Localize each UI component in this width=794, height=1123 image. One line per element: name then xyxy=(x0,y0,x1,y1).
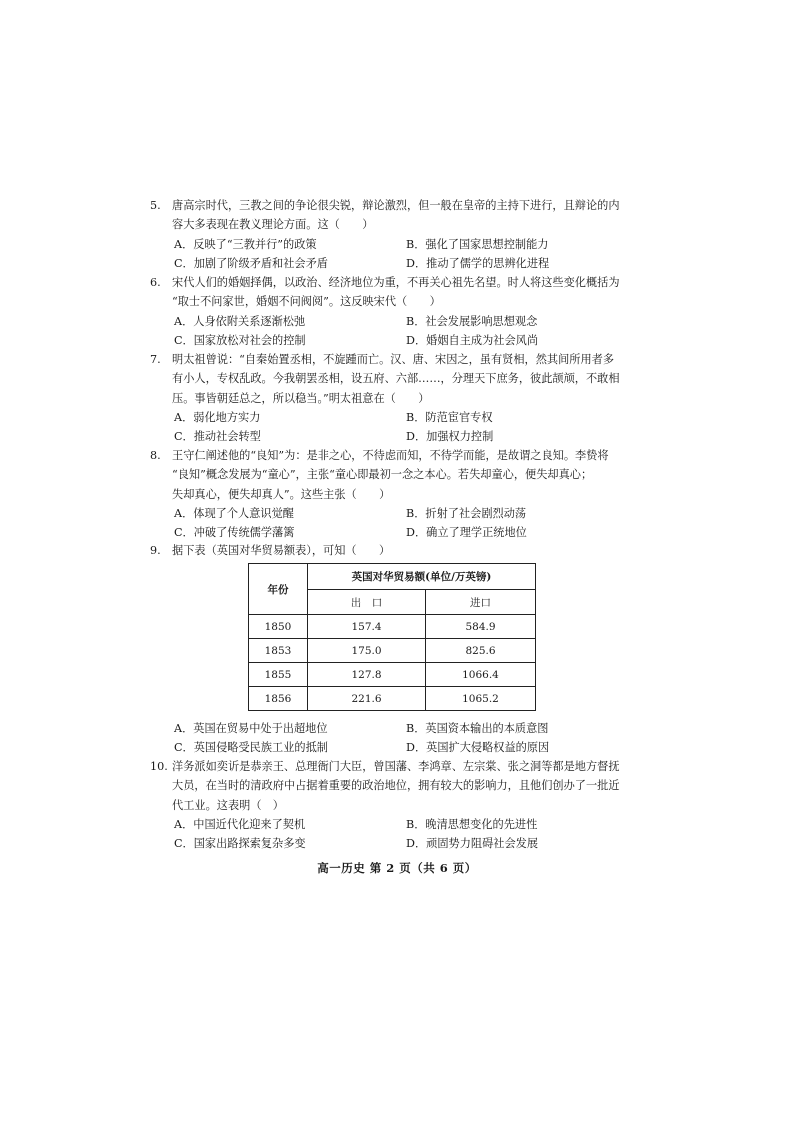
question-number: 7. xyxy=(150,353,161,366)
option-c: C．冲破了传统儒学藩篱 xyxy=(174,526,295,540)
option-d: D．加强权力控制 xyxy=(406,430,494,444)
stem-line: 容大多表现在教义理论方面。这（ ） xyxy=(172,218,374,232)
trade-table xyxy=(248,563,536,711)
question-9 xyxy=(150,541,640,560)
question-6 xyxy=(150,273,640,350)
question-number: 10. xyxy=(150,760,168,773)
export-cell: 175.0 xyxy=(308,639,426,663)
table-row xyxy=(249,615,536,639)
question-stem xyxy=(172,446,640,504)
option-c: C．推动社会转型 xyxy=(174,430,261,444)
year-cell: 1855 xyxy=(249,663,308,687)
options-row xyxy=(172,235,640,254)
option-d: D．确立了理学正统地位 xyxy=(406,526,527,540)
stem-line: 压。事皆朝廷总之，所以稳当。”明太祖意在（ ） xyxy=(172,391,430,405)
options-row xyxy=(172,427,640,446)
question-stem xyxy=(172,541,640,560)
question-5 xyxy=(150,196,640,273)
question-number: 5. xyxy=(150,199,161,212)
import-header: 进口 xyxy=(426,590,536,615)
table-row xyxy=(249,687,536,711)
option-a: A．弱化地方实力 xyxy=(174,410,261,424)
option-b: B．社会发展影响思想观念 xyxy=(406,314,538,328)
option-d: D．婚姻自主成为社会风尚 xyxy=(406,333,539,347)
option-a: A．英国在贸易中处于出超地位 xyxy=(174,722,328,735)
option-b: B．晚清思想变化的先进性 xyxy=(406,817,538,831)
question-stem xyxy=(172,196,640,235)
options-row xyxy=(172,834,640,853)
year-header: 年份 xyxy=(249,564,308,615)
page-footer: 高一历史 第 2 页（共 6 页） xyxy=(317,861,477,875)
question-8 xyxy=(150,446,640,542)
table-row xyxy=(249,663,536,687)
stem-line: “良知”概念发展为“童心”，主张“童心即最初一念之本心。若失却童心，便失却真心； xyxy=(172,468,593,482)
question-7 xyxy=(150,350,640,446)
year-cell: 1853 xyxy=(249,639,308,663)
import-cell: 1066.4 xyxy=(426,663,536,687)
export-cell: 127.8 xyxy=(308,663,426,687)
stem-line: 唐高宗时代，三教之间的争论很尖锐，辩论激烈，但一般在皇帝的主持下进行，且辩论的内 xyxy=(172,199,620,212)
year-cell: 1856 xyxy=(249,687,308,711)
question-stem xyxy=(172,757,640,815)
import-cell: 584.9 xyxy=(426,615,536,639)
export-header: 出 口 xyxy=(308,590,426,615)
option-a: A．人身依附关系逐渐松弛 xyxy=(174,314,306,328)
question-number: 8. xyxy=(150,449,161,462)
stem-line: 王守仁阐述他的“良知”为：是非之心，不待虑而知，不待学而能，是故谓之良知。李贽将 xyxy=(172,449,609,462)
option-b: B．英国资本输出的本质意图 xyxy=(406,722,549,735)
option-d: D．推动了儒学的思辨化进程 xyxy=(406,256,550,270)
option-b: B．折射了社会剧烈动荡 xyxy=(406,506,527,520)
trade-group-header: 英国对华贸易额(单位/万英镑) xyxy=(308,564,536,590)
year-cell: 1850 xyxy=(249,615,308,639)
question-9-options xyxy=(150,719,640,758)
options-row xyxy=(172,331,640,350)
question-10 xyxy=(150,757,640,853)
options-row xyxy=(172,738,640,757)
option-c: C．加剧了阶级矛盾和社会矛盾 xyxy=(174,256,328,270)
option-d: D．顽固势力阻碍社会发展 xyxy=(406,837,539,851)
question-stem xyxy=(172,350,640,408)
option-c: C．英国侵略受民族工业的抵制 xyxy=(174,741,328,755)
option-a: A．中国近代化迎来了契机 xyxy=(174,817,306,831)
export-cell: 157.4 xyxy=(308,615,426,639)
stem-line: 大员，在当时的清政府中占据着重要的政治地位，拥有较大的影响力，且他们创办了一批近 xyxy=(172,779,620,793)
options-row xyxy=(172,254,640,273)
question-stem xyxy=(172,273,640,312)
options-row xyxy=(172,815,640,834)
stem-line: 失却真心，便失却真人”。这些主张（ ） xyxy=(172,487,391,501)
options-row xyxy=(172,312,640,331)
stem-line: 宋代人们的婚姻择偶，以政治、经济地位为重，不再关心祖先名望。时人将这些变化概括为 xyxy=(172,276,620,289)
options-row xyxy=(172,523,640,542)
option-d: D．英国扩大侵略权益的原因 xyxy=(406,741,550,755)
options-row xyxy=(172,719,640,738)
options-row xyxy=(172,408,640,427)
stem-line: 有小人，专权乱政。今我朝罢丞相，设五府、六部……，分理天下庶务，彼此颉颃，不敢相 xyxy=(172,372,620,386)
option-c: C．国家出路探索复杂多变 xyxy=(174,837,306,851)
import-cell: 825.6 xyxy=(426,639,536,663)
stem-line: 据下表（英国对华贸易额表），可知（ ） xyxy=(172,544,391,557)
import-cell: 1065.2 xyxy=(426,687,536,711)
option-b: B．强化了国家思想控制能力 xyxy=(406,237,549,251)
export-cell: 221.6 xyxy=(308,687,426,711)
stem-line: 代工业。这表明（ ） xyxy=(172,798,284,812)
stem-line: 明太祖曾说：“自秦始置丞相，不旋踵而亡。汉、唐、宋因之，虽有贤相，然其间所用者多 xyxy=(172,353,615,366)
stem-line: “取士不问家世，婚姻不问阀阅”。这反映宋代（ ） xyxy=(172,295,441,309)
option-c: C．国家放松对社会的控制 xyxy=(174,333,306,347)
option-b: B．防范宦官专权 xyxy=(406,410,493,424)
question-number: 6. xyxy=(150,276,161,289)
stem-line: 洋务派如奕䜣是恭亲王、总理衙门大臣，曾国藩、李鸿章、左宗棠、张之洞等都是地方督抚 xyxy=(172,760,620,773)
table-row xyxy=(249,639,536,663)
question-number: 9. xyxy=(150,544,161,557)
option-a: A．体现了个人意识觉醒 xyxy=(174,506,294,520)
options-row xyxy=(172,504,640,523)
option-a: A．反映了“三教并行”的政策 xyxy=(174,237,317,251)
